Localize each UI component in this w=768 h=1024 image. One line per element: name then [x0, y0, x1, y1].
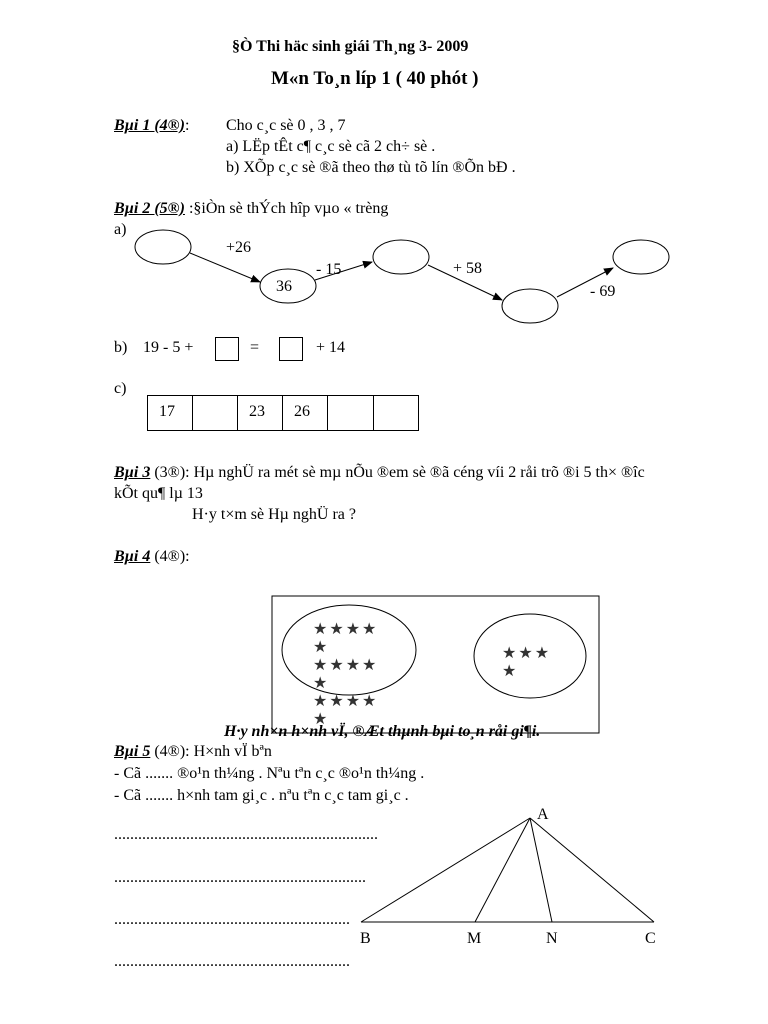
bai2-b-blank-1[interactable] — [215, 337, 239, 361]
point-N: N — [546, 930, 558, 947]
flow-op-1: +26 — [226, 239, 252, 256]
segment-AB — [361, 818, 530, 922]
star-right-row-2: ★ — [502, 663, 519, 680]
sequence-cell-2[interactable] — [193, 396, 238, 430]
bai4-label: Bµi 4 — [114, 548, 151, 565]
sequence-cell-1: 17 — [148, 396, 193, 430]
star-row-2: ★ — [313, 639, 330, 656]
bai1-intro: Cho c¸c sè 0 , 3 , 7 — [226, 117, 346, 134]
answer-line-4[interactable]: ........................................................... — [114, 953, 350, 970]
star-row-3: ★★★★ — [313, 657, 379, 674]
answer-line-2[interactable]: ............................................................... — [114, 869, 366, 886]
bai2-a-label: a) — [114, 221, 127, 238]
flow-node-2-value: 36 — [276, 278, 292, 295]
flow-node-5 — [613, 240, 669, 274]
bai5-heading — [114, 743, 272, 761]
bai4-score: (4®): — [150, 548, 190, 565]
answer-line-3[interactable]: ........................................................... — [114, 911, 350, 928]
sequence-cell-3: 23 — [238, 396, 283, 430]
bai2-b-expr1: 19 - 5 + — [143, 339, 194, 356]
star-row-1: ★★★★ — [313, 621, 379, 638]
bai2-b-equals: = — [250, 339, 260, 356]
bai1-colon: : — [184, 117, 190, 134]
bai3-line-3: H·y t×m sè Hµ nghÜ ra ? — [192, 506, 356, 523]
exam-subtitle: M«n To¸n líp 1 ( 40 phót ) — [271, 68, 479, 89]
bai5-question-1: - Cã ....... ®o¹n th¼ng . Nªu tªn c¸c ®o¹n th¼ng . — [114, 765, 425, 782]
bai2-label: Bµi 2 (5®) — [114, 200, 185, 217]
bai1-part-b: b) XÕp c¸c sè ®ã theo thø tù tõ lín ®Õn bÐ . — [226, 159, 516, 176]
flow-op-2: - 15 — [316, 261, 342, 278]
star-row-5: ★★★★ — [313, 693, 379, 710]
bai2-c-sequence — [147, 395, 419, 431]
point-B: B — [360, 930, 371, 947]
sequence-cell-4: 26 — [283, 396, 328, 430]
bai4-heading — [114, 548, 190, 566]
bai2-text: :§iÒn sè thÝch hîp vµo « trèng — [184, 200, 389, 217]
flow-op-4: - 69 — [590, 283, 616, 300]
bai2-b-expr2: + 14 — [316, 339, 346, 356]
flow-op-3: + 58 — [453, 260, 483, 277]
bai3-text: (3®): Hµ nghÜ ra mét sè mµ nÕu ®em sè ®ã céng víi 2 råi trõ ®i 5 th× ®îc — [150, 464, 645, 481]
bai5-question-2: - Cã ....... h×nh tam gi¸c . nªu tªn c¸c tam gi¸c . — [114, 787, 409, 804]
bai3-label: Bµi 3 — [114, 464, 151, 481]
bai1-label: Bµi 1 (4®) — [114, 117, 185, 134]
sequence-cell-5[interactable] — [328, 396, 374, 430]
bai3-line-1 — [114, 464, 645, 482]
flow-arrow-1 — [190, 253, 260, 282]
bai4-caption: H·y nh×n h×nh vÏ, ®Æt thµnh bµi to¸n råi gi¶i. — [224, 723, 541, 740]
point-M: M — [467, 930, 482, 947]
point-C: C — [645, 930, 656, 947]
point-A: A — [537, 806, 549, 823]
bai2-c-label: c) — [114, 380, 127, 397]
sequence-cell-6[interactable] — [374, 396, 420, 430]
answer-line-1[interactable]: .................................................................. — [114, 826, 378, 843]
bai3-line-2: kÕt qu¶ lµ 13 — [114, 485, 203, 502]
star-row-6: ★ — [313, 711, 330, 728]
bai2-b-label: b) — [114, 339, 128, 356]
bai4-ellipse-left — [282, 605, 416, 695]
star-right-row-1: ★★★ — [502, 645, 552, 662]
segment-AM — [475, 818, 530, 922]
flow-node-4 — [502, 289, 558, 323]
flow-node-1 — [135, 230, 191, 264]
flow-node-3 — [373, 240, 429, 274]
star-row-4: ★ — [313, 675, 330, 692]
bai5-label: Bµi 5 — [114, 743, 151, 760]
exam-title: §Ò Thi häc sinh giái Th¸ng 3- 2009 — [232, 38, 469, 55]
bai5-score: (4®): H×nh vÏ bªn — [150, 743, 272, 760]
bai1-part-a: a) LËp tÊt c¶ c¸c sè cã 2 ch÷ sè . — [226, 138, 436, 155]
bai2-b-blank-2[interactable] — [279, 337, 303, 361]
